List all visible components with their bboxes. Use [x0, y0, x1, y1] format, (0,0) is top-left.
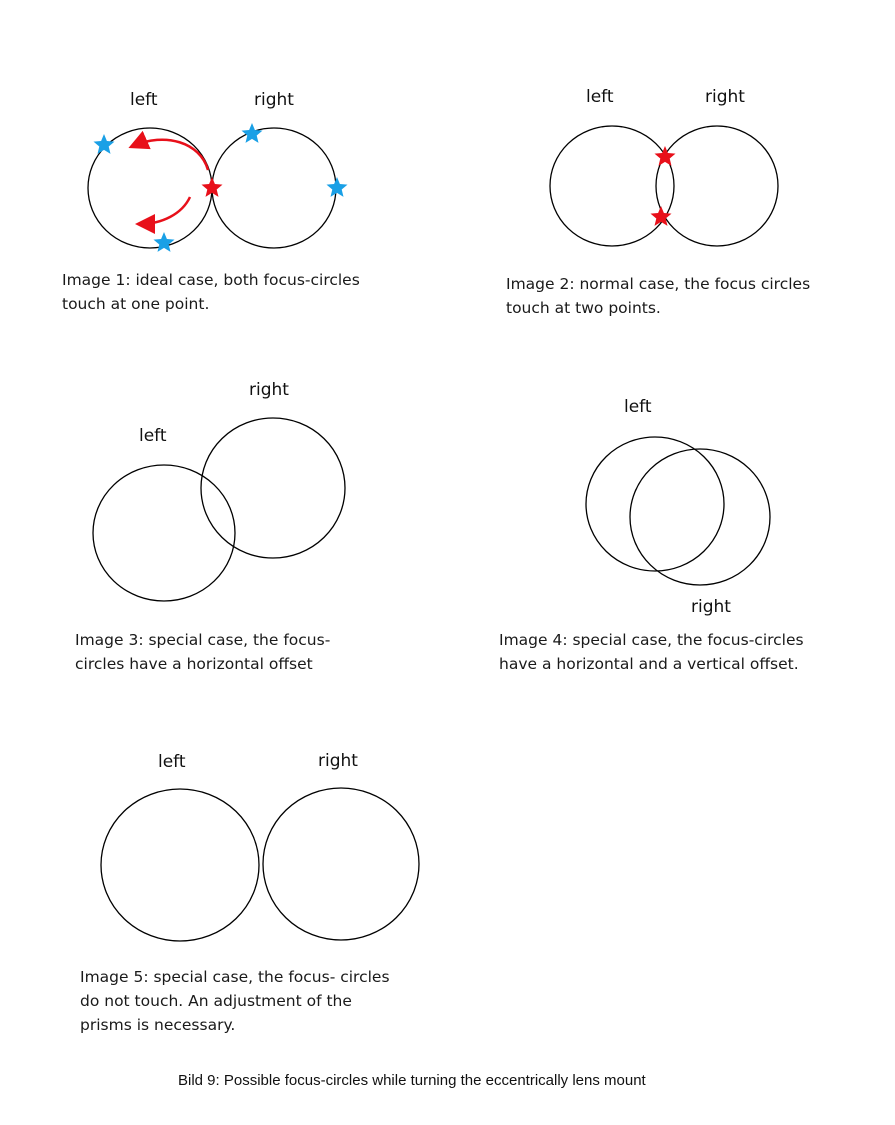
image1-right-label: right: [254, 90, 294, 110]
figure-caption: Bild 9: Possible focus-circles while turning the eccentrically lens mount: [178, 1072, 646, 1089]
blue-star-icon: [327, 177, 348, 197]
image2-diagram: [550, 126, 778, 246]
image3-diagram: [93, 418, 345, 601]
image4-left-circle: [586, 437, 724, 571]
image2-caption: Image 2: normal case, the focus circles touch at two points.: [506, 275, 811, 317]
red-star-icon: [655, 146, 676, 166]
image5-diagram: [101, 788, 419, 941]
image1-upper-arrow: [133, 140, 208, 170]
image1-diagram: [88, 123, 348, 252]
image4-caption: Image 4: special case, the focus-circles have a horizontal and a vertical offset.: [499, 631, 804, 673]
image3-right-circle: [201, 418, 345, 558]
image4-right-label: right: [691, 597, 731, 617]
image4-right-circle: [630, 449, 770, 585]
image3-caption: Image 3: special case, the focus-circles have a horizontal offset: [75, 631, 331, 673]
blue-star-icon: [242, 123, 263, 143]
image1-right-circle: [212, 128, 336, 248]
image1-lower-arrow: [140, 197, 190, 224]
image1-caption: Image 1: ideal case, both focus-circles touch at one point.: [62, 271, 360, 313]
image1-left-label: left: [130, 90, 158, 110]
image5-caption: Image 5: special case, the focus- circles do not touch. An adjustment of the prisms is necessary.: [80, 968, 390, 1034]
image3-left-circle: [93, 465, 235, 601]
image4-diagram: [586, 437, 770, 585]
blue-star-icon: [154, 232, 175, 252]
image3-left-label: left: [139, 426, 167, 446]
image3-right-label: right: [249, 380, 289, 400]
image5-left-circle: [101, 789, 259, 941]
image5-right-circle: [263, 788, 419, 940]
image4-left-label: left: [624, 397, 652, 417]
image5-right-label: right: [318, 751, 358, 771]
image2-left-label: left: [586, 87, 614, 107]
image5-left-label: left: [158, 752, 186, 772]
image2-right-label: right: [705, 87, 745, 107]
blue-star-icon: [94, 134, 115, 154]
